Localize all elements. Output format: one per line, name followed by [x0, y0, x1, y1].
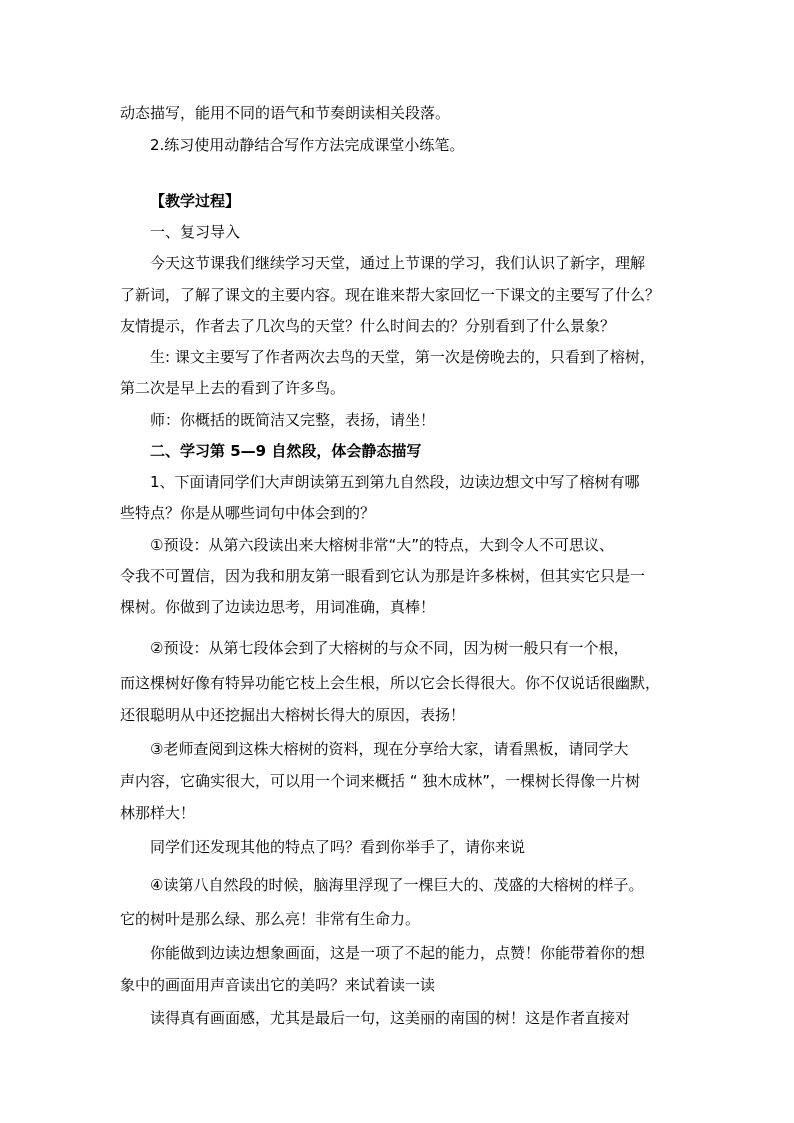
- text-line: 读得真有画面感，尤其是最后一句，这美丽的南国的树！这是作者直接对: [150, 1009, 631, 1027]
- text-line: 些特点？你是从哪些词句中体会到的？: [120, 504, 376, 522]
- text-line: 友情提示，作者去了几次鸟的天堂？什么时间去的？分别看到了什么景象？: [120, 317, 616, 335]
- text-line: 它的树叶是那么绿、那么亮！非常有生命力。: [120, 910, 421, 928]
- section-heading: 二、学习第 5—9 自然段，体会静态描写: [150, 442, 422, 460]
- text-line: 了新词，了解了课文的主要内容。现在谁来帮大家回忆一下课文的主要写了什么？: [120, 286, 661, 304]
- text-line: 动态描写，能用不同的语气和节奏朗读相关段落。: [120, 104, 451, 122]
- text-line: 生: 课文主要写了作者两次去鸟的天堂，第一次是傍晚去的，只看到了榕树，: [150, 348, 655, 366]
- text-line: 而这棵树好像有特异功能它枝上会生根，所以它会长得很大。你不仅说话很幽默，: [120, 674, 661, 692]
- text-line: 声内容，它确实很大，可以用一个词来概括 “ 独木成林”，一棵树长得像一片树: [120, 772, 641, 790]
- text-line: ①预设：从第六段读出来大榕树非常“大”的特点，大到令人不可思议、: [150, 536, 614, 554]
- text-line: 一、复习导入: [150, 223, 241, 241]
- text-line: 同学们还发现其他的特点了吗？看到你举手了，请你来说: [150, 838, 526, 856]
- text-line: 2.练习使用动静结合写作方法完成课堂小练笔。: [150, 136, 465, 154]
- text-line: 今天这节课我们继续学习天堂，通过上节课的学习，我们认识了新字，理解: [150, 254, 646, 272]
- text-line: 1、下面请同学们大声朗读第五到第九自然段，边读边想文中写了榕树有哪: [150, 473, 640, 491]
- text-line: 你能做到边读边想象画面，这是一项了不起的能力，点赞！你能带着你的想: [150, 944, 646, 962]
- text-line: 师：你概括的既简洁又完整，表扬，请坐！: [150, 411, 436, 429]
- text-line: ③老师查阅到这株大榕树的资料，现在分享给大家，请看黑板，请同学大: [150, 740, 629, 758]
- text-line: 第二次是早上去的看到了许多鸟。: [120, 379, 346, 397]
- section-heading: 【教学过程】: [150, 192, 241, 210]
- text-line: 棵树。你做到了边读边思考，用词准确，真棒！: [120, 598, 436, 616]
- text-line: 林那样大！: [120, 804, 196, 822]
- text-line: 象中的画面用声音读出它的美吗？来试着读一读: [120, 976, 436, 994]
- text-line: 还很聪明从中还挖掘出大榕树长得大的原因，表扬！: [120, 706, 466, 724]
- text-line: 令我不可置信，因为我和朋友第一眼看到它认为那是许多株树，但其实它只是一: [120, 567, 646, 585]
- text-line: ②预设：从第七段体会到了大榕树的与众不同，因为树一般只有一个根，: [150, 639, 629, 657]
- text-line: ④读第八自然段的时候，脑海里浮现了一棵巨大的、茂盛的大榕树的样子。: [150, 876, 644, 894]
